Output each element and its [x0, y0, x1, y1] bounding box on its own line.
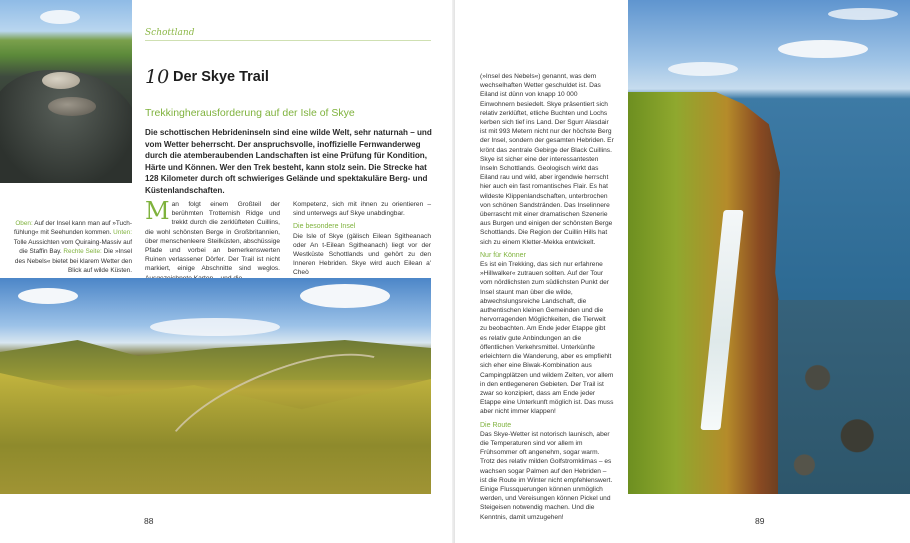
photo-caption: [8, 219, 132, 275]
chapter-title: Der Skye Trail: [173, 69, 269, 85]
photo-cloud: [300, 284, 390, 308]
caption-label-top: Oben:: [15, 220, 33, 227]
body-text: (»Insel des Nebels«) genannt, was dem wechselhaften Wetter geschuldet ist. Das Eiland ist dünn von knapp 10 000 Einwohnern besiedelt. Skye präsentiert sich relativ zerklüftet, etliche Buchten und Lochs kerben sich tief ins Land. Der Sgurr Alasdair ist mit 993 Metern nicht nur der höchste Berg der Insel, sondern der gesamten Hebriden. Er krönt das zentrale Gebirge der Black Cuillins.: [480, 73, 614, 154]
drop-cap: M: [145, 197, 170, 225]
right-page: [455, 0, 910, 543]
photo-cliff: [628, 92, 788, 494]
caption-label-bottom: Unten:: [113, 229, 132, 237]
caption-text-right: Die »Insel des Nebels« bietet bei klarem Wetter den Blick auf wilde Küsten.: [14, 248, 132, 275]
photo-shore-rocks: [778, 300, 910, 494]
body-column-3: [480, 72, 614, 522]
section-heading: Die Route: [480, 421, 512, 429]
seals-photo: [0, 0, 132, 183]
photo-seal: [48, 97, 96, 116]
photo-cloud: [18, 288, 78, 304]
caption-text-top: Auf der Insel kann man auf »Tuch-fühlung« mit Seehunden kommen.: [14, 220, 132, 237]
caption-label-right: Rechte Seite:: [63, 248, 102, 256]
photo-cloud: [828, 8, 898, 20]
chapter-subtitle: Trekkingherausforderung auf der Isle of Skye: [145, 107, 355, 119]
body-text: Skye ist sicher eine der interessantesten Inseln Schottlands. Geologisch wirkt das Eiland rau und wild, aber irgendwie herrscht hier auch ein fast romantisches Flair. Es hat wildeste Klippenlandschaften, unterbrochen von schönen Sandstränden. Das Inselinnere überrascht mit einer dramatischen Szenerie aus Burgen und einigen der schönsten Berge Schottlands. Die Region der Cuillin Hills hat sich zu einem Kletter-Mekka entwickelt.: [480, 155, 613, 246]
caption-text-bottom: Tolle Aussichten vom Quiraing-Massiv auf die Staffin Bay.: [13, 238, 132, 256]
body-column-1: [145, 197, 280, 283]
photo-seal: [42, 72, 80, 89]
photo-cloud: [150, 318, 280, 336]
body-text: Das Skye-Wetter ist notorisch launisch, aber die Temperaturen sind vor allem im Frühsommer oft angenehm, sogar warm. Trotz des relativ milden Golfstromklimas – es wachsen sogar Palmen auf den Hebriden – ist die Route im Winter nicht empfehlenswert. Einige Flussquerungen können unmöglich werden, und Vereisungen können Pickel und Steigeisen notwendig machen. Und die Kenntnis, damit umzugehen!: [480, 430, 613, 521]
chapter-number: 10: [145, 66, 170, 88]
body-text: Es ist ein Trekking, das sich nur erfahrene »Hillwalker« zutrauen sollten. Auf der Tour vom nördlichsten zum südlichsten Punkt der Insel staunt man über die wilde, abwechslungsreiche Landschaft, die authentischen kleinen Gemeinden und die hervorragenden Möglichkeiten, die Tierwelt zu beobachten. Am Ende jeder Etappe gibt es relativ gute Anbindungen an die öffentlichen Verkehrsmittel. Unterkünfte erleichtern die Wanderung, aber es empfiehlt sich eher eine Biwak-Kombination aus Campingplätzen und wildem Zelten, vor allem in den entlegeneren Gebieten. Der Trail ist zwar so konzipiert, dass am Ende jeder Etappe eine Unterkunft möglich ist. Das muss aber nicht immer klappen!: [480, 261, 614, 416]
body-text: an folgt einem Großteil der berühmten Trotternish Ridge und trekkt durch die zerklüfteten Cuillins, die wohl schönsten Berge in Großbritannien, über menschenleere Steilküsten, abschüssige Pfade und vorbei an bemerkenswerten Ruinen verlassener Dörfer. Der Trail ist nicht markiert, einige Abschnitte sind weglos.: [145, 201, 280, 273]
photo-cloud: [668, 62, 738, 76]
body-column-2: [293, 200, 431, 278]
running-head: Schottland: [145, 28, 195, 38]
page-number-left: 88: [144, 516, 154, 526]
section-heading: Die besondere Insel: [293, 223, 356, 231]
body-text: Die Isle of Skye (gälisch Eilean Sgitheanach oder An t-Eilean Sgitheanach) liegt vor der Westküste Schottlands und gehört zu den Inneren Hebriden. Skye wird auch Eilean a' Cheò: [293, 232, 431, 277]
body-text: Kompetenz, sich mit ihnen zu orientieren – sind unterwegs auf Skye unabdingbar.: [293, 201, 431, 218]
quiraing-photo: [0, 278, 431, 494]
running-head-rule: [145, 40, 431, 41]
photo-cloud: [778, 40, 868, 58]
section-heading: Nur für Könner: [480, 251, 526, 259]
lead-paragraph: Die schottischen Hebrideninseln sind eine wilde Welt, sehr naturnah – und vom Wetter beherrscht. Der anspruchsvolle, inoffizielle Fernwanderweg durch die atemberaubenden Landschaften ist eine Prüfung für Kondition, Härte und Können. Wer den Trek besteht, kann stolz sein. Die Strecke hat 128 Kilometer durch oft schwieriges Gelände und spektakuläre Berg- und Küstenlandschaften.: [145, 128, 432, 195]
kilt-rock-photo: [628, 0, 910, 494]
page-number-right: 89: [755, 516, 765, 526]
photo-cloud: [40, 10, 80, 24]
